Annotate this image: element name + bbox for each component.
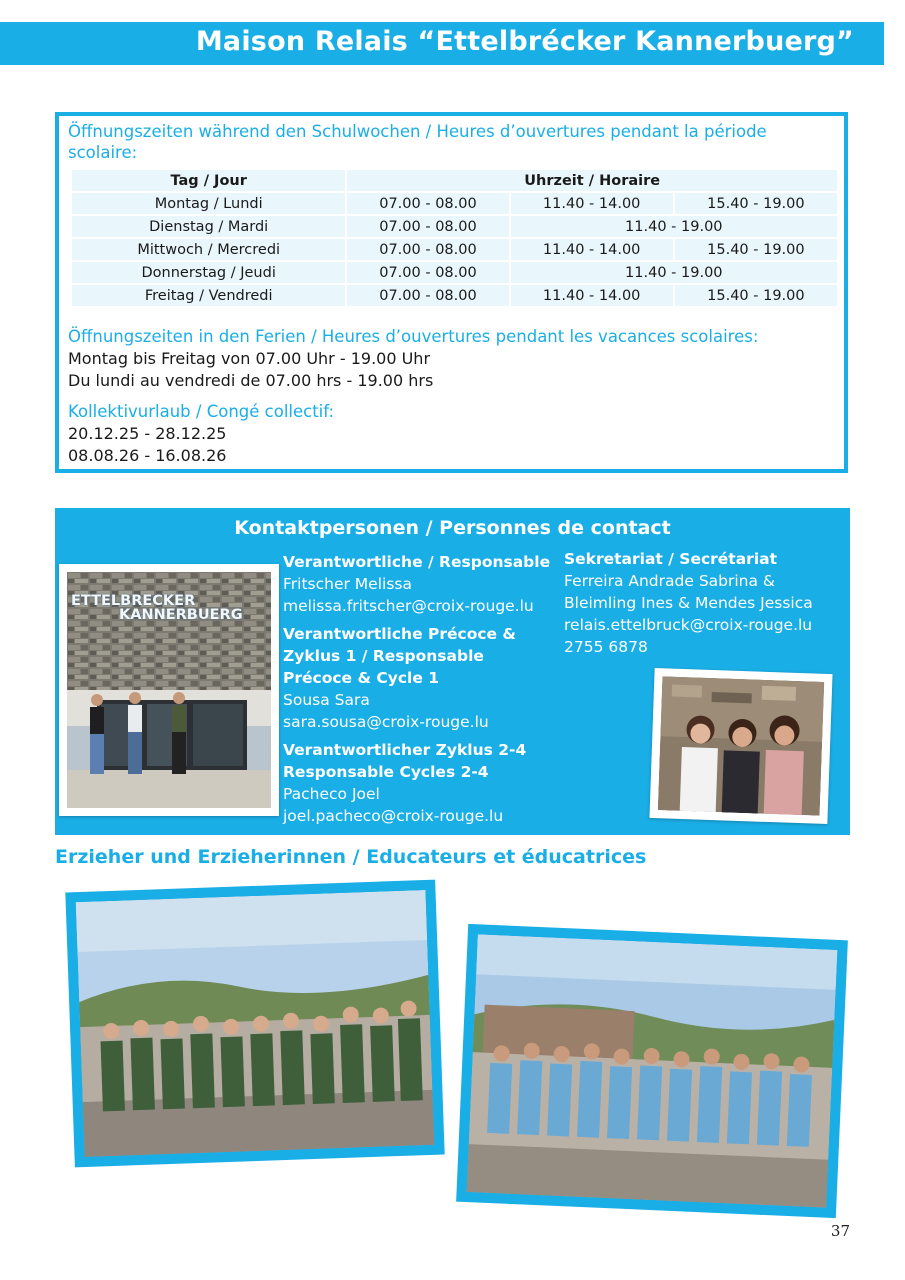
table-row — [72, 193, 837, 214]
educators-photo-right — [456, 924, 848, 1218]
closure-heading: Kollektivurlaub / Congé collectif: — [68, 402, 335, 421]
closure-date-2: 08.08.26 - 16.08.26 — [68, 446, 227, 465]
closure-date-1: 20.12.25 - 28.12.25 — [68, 424, 227, 443]
school-hours-heading: Öffnungszeiten während den Schulwochen / Heures d’ouvertures pendant la période scolaire: — [68, 122, 767, 162]
time-cell: 11.40 - 14.00 — [511, 193, 673, 214]
secretariat-role: Sekretariat / Secrétariat — [564, 550, 778, 568]
contact-section — [55, 508, 850, 835]
secretariat-phone[interactable]: 2755 6878 — [564, 638, 648, 656]
secretariat-email[interactable]: relais.ettelbruck@croix-rouge.lu — [564, 616, 813, 634]
table-row — [72, 285, 837, 306]
contact-column-secretariat — [564, 548, 854, 658]
schedule-table — [70, 168, 839, 308]
secretariat-photo — [649, 668, 832, 824]
page-title: Maison Relais “Ettelbrécker Kannerbuerg” — [195, 26, 854, 57]
time-cell: 11.40 - 14.00 — [511, 239, 673, 260]
time-cell: 15.40 - 19.00 — [675, 239, 837, 260]
building-sign: ETTELBRECKER KANNERBUERG — [71, 593, 243, 623]
table-header-row — [72, 170, 837, 191]
time-cell: 11.40 - 19.00 — [511, 216, 837, 237]
time-cell: 07.00 - 08.00 — [347, 193, 508, 214]
day-cell: Donnerstag / Jeudi — [72, 262, 345, 283]
responsible-email[interactable]: melissa.fritscher@croix-rouge.lu — [283, 597, 534, 615]
opening-hours-box — [55, 112, 848, 473]
cycles-name: Pacheco Joel — [283, 785, 380, 803]
building-photo — [59, 564, 279, 816]
educators-title: Erzieher und Erzieherinnen / Educateurs et éducatrices — [55, 846, 647, 868]
educators-photo-right-image — [467, 934, 838, 1207]
table-row — [72, 216, 837, 237]
table-row — [72, 262, 837, 283]
precoce-email[interactable]: sara.sousa@croix-rouge.lu — [283, 713, 489, 731]
responsible-name: Fritscher Melissa — [283, 575, 412, 593]
precoce-role-line-3: Précoce & Cycle 1 — [283, 669, 440, 687]
responsible-role: Verantwortliche / Responsable — [283, 553, 551, 571]
page-number: 37 — [830, 1222, 850, 1240]
time-cell: 07.00 - 08.00 — [347, 285, 508, 306]
day-cell: Montag / Lundi — [72, 193, 345, 214]
contact-title: Kontaktpersonen / Personnes de contact — [234, 517, 671, 539]
time-cell: 07.00 - 08.00 — [347, 262, 508, 283]
secretariat-photo-image — [658, 676, 825, 816]
secretariat-names-2: Bleimling Ines & Mendes Jessica — [564, 594, 813, 612]
column-header-time: Uhrzeit / Horaire — [347, 170, 837, 191]
time-cell: 11.40 - 19.00 — [511, 262, 837, 283]
contact-column-responsibles — [283, 551, 573, 827]
precoce-role-line-1: Verantwortliche Précoce & — [283, 625, 516, 643]
holiday-hours-fr: Du lundi au vendredi de 07.00 hrs - 19.00 hrs — [68, 371, 434, 390]
cycles-email[interactable]: joel.pacheco@croix-rouge.lu — [283, 807, 504, 825]
day-cell: Dienstag / Mardi — [72, 216, 345, 237]
holiday-hours-de: Montag bis Freitag von 07.00 Uhr - 19.00 Uhr — [68, 349, 431, 368]
time-cell: 15.40 - 19.00 — [675, 193, 837, 214]
time-cell: 07.00 - 08.00 — [347, 239, 508, 260]
day-cell: Freitag / Vendredi — [72, 285, 345, 306]
precoce-name: Sousa Sara — [283, 691, 370, 709]
secretariat-names-1: Ferreira Andrade Sabrina & — [564, 572, 776, 590]
cycles-role-line-2: Responsable Cycles 2-4 — [283, 763, 489, 781]
day-cell: Mittwoch / Mercredi — [72, 239, 345, 260]
time-cell: 07.00 - 08.00 — [347, 216, 508, 237]
time-cell: 15.40 - 19.00 — [675, 285, 837, 306]
table-row — [72, 239, 837, 260]
time-cell: 11.40 - 14.00 — [511, 285, 673, 306]
column-header-day: Tag / Jour — [72, 170, 345, 191]
cycles-role-line-1: Verantwortlicher Zyklus 2-4 — [283, 741, 527, 759]
header-banner — [0, 22, 884, 65]
holiday-hours-heading: Öffnungszeiten in den Ferien / Heures d’ouvertures pendant les vacances scolaires: — [68, 327, 759, 346]
precoce-role-line-2: Zyklus 1 / Responsable — [283, 647, 484, 665]
educators-photo-left-image — [76, 890, 435, 1157]
educators-photo-left — [65, 880, 444, 1168]
